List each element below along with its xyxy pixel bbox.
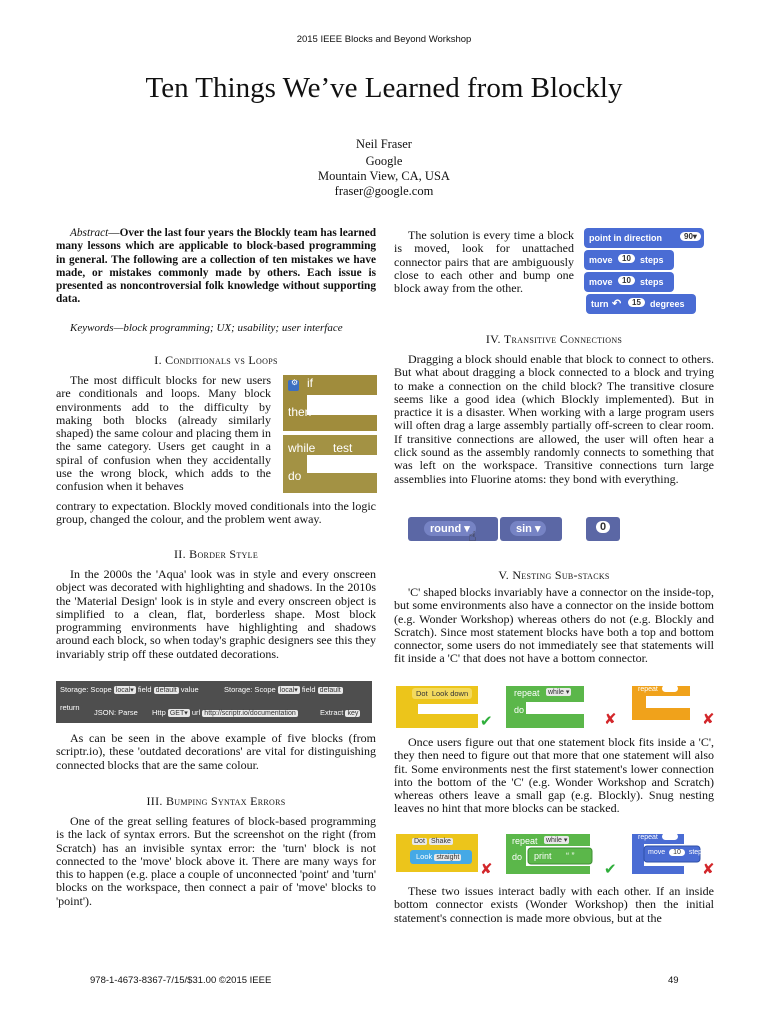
repeat-label-2: repeat <box>638 686 658 693</box>
round-dropdown: round ▾ <box>424 521 476 536</box>
look-down-label: Look down <box>431 689 469 698</box>
value-label: value <box>180 685 199 694</box>
paper-title: Ten Things We’ve Learned from Blockly <box>145 72 623 104</box>
move-label-1: move <box>589 255 613 265</box>
move-value-3: 10 <box>669 849 685 856</box>
check-icon-1: ✔ <box>480 712 493 730</box>
abstract-dash: — <box>108 227 120 239</box>
cross-icon-2: ✘ <box>702 710 715 728</box>
abstract <box>56 227 376 307</box>
repeat-label-3: repeat <box>512 836 538 846</box>
s5-paragraph-2: Once users figure out that one statement block fits inside a 'C', they then need to figure out that more that one statement will also fit. Some environments nest the first statement's lower connection into the bottom of the 'C' (e.g. Wonder Workshop and Scratch) whereas others leave a small gap (e.g. Blockly). Snug nesting leaves no hint that more blocks can be stacked. <box>394 735 714 816</box>
url-value: http://scriptr.io/documentation <box>204 710 296 717</box>
repeat-label-4: repeat <box>638 834 658 841</box>
storage-block-1 <box>60 685 199 694</box>
s5-paragraph-3: These two issues interact badly with each other. If an inside bottom connector exists (Wonder Workshop) then the initial statement's connection is made more obvious, but at the <box>394 884 714 925</box>
storage-scope-label-1: Storage: Scope <box>60 685 112 694</box>
s2-paragraph-1: In the 2000s the 'Aqua' look was in style and every onscreen object was decorated with highlighting and shadows. In the 2010s the 'Material Design' look is in style and every onscreen object is simplified to a clean, flat, borderless shape. Most block programming environments have highlighting and shadows around each block, so when today's graphic designers see this they invariably strip off these outdated decorations. <box>56 567 376 661</box>
move-value-2: 10 <box>618 276 635 285</box>
key-box: key <box>347 710 359 717</box>
dot-look-down-block <box>412 688 472 699</box>
field-label-1: field <box>137 685 152 694</box>
point-direction-block <box>584 228 704 248</box>
while-dropdown-1: while ▾ <box>548 689 570 696</box>
keywords: Keywords—block programming; UX; usability; user interface <box>70 322 343 334</box>
storage-block-2 <box>224 685 343 694</box>
s5-paragraph-1: 'C' shaped blocks invariably have a connector on the inside-top, but some environments also have a connector on the inside bottom (e.g. Wonder Workshop) whereas others do not (e.g. Blockly and Scratch). Since most statement blocks have both a top and bottom connector, some users do not immediately see that statements will fit inside a 'C' that does not have a bottom connector. <box>394 585 714 666</box>
steps-label-2: steps <box>640 277 664 287</box>
running-header: 2015 IEEE Blocks and Beyond Workshop <box>296 34 472 45</box>
point-label: point in direction <box>589 233 662 243</box>
cross-icon-1: ✘ <box>604 710 617 728</box>
look-label-2: Look <box>416 852 433 861</box>
string-quote: “ ” <box>566 851 575 861</box>
cross-icon-3: ✘ <box>480 860 493 878</box>
sin-dropdown: sin ▾ <box>510 521 546 536</box>
author-email: fraser@google.com <box>334 184 434 198</box>
sin-label: sin <box>516 523 532 535</box>
transitive-blocks-figure <box>408 515 628 545</box>
s1-rest-text: contrary to expectation. Blockly moved conditionals into the logic group, changed the colour, and the problem went away. <box>56 499 376 527</box>
nest-figure-2 <box>394 832 719 880</box>
gear-icon: ⚙ <box>291 378 299 387</box>
s2-paragraph-2: As can be seen in the above example of five blocks (from scriptr.io), these 'outdated decorations' are vital for distinguishing connected blocks that are the same colour. <box>56 731 376 772</box>
s1-wrap-text: The most difficult blocks for new users are conditionals and loops. Many block environments add to the difficulty by making both blocks (already similarly shaped) the same colour and placing them in the same category. Users get caught in a spiral of confusion when they accidentally use the wrong block, which adds to the confusion when it behaves <box>56 373 271 494</box>
repeat-count-1: 10 <box>662 685 678 692</box>
move-label-3: move <box>648 849 666 856</box>
default-box-1: default <box>155 687 177 694</box>
number-value: 0 <box>596 521 610 533</box>
s3-paragraph-1: One of the great selling features of block-based programming is the lack of syntax errors. But the screenshot on the right (from Scratch) has an invisible syntax error: the 'turn' block is not connected to the 'move' block above it. There are many ways for this to happen (e.g. place a couple of unconnected 'point' and 'turn' blocks on the workspace, then connect a pair of 'move' blocks to 'point'). <box>56 814 376 908</box>
return-label: return <box>60 703 80 712</box>
dot-label-2: Dot <box>414 838 425 845</box>
do-label: do <box>288 469 302 483</box>
extract-label: Extract <box>320 708 344 717</box>
hand-cursor-icon: ☝ <box>468 529 477 545</box>
default-box-2: default <box>319 687 341 694</box>
then-label: then <box>288 405 312 419</box>
abstract-label: Abstract <box>70 227 109 239</box>
field-label-2: field <box>301 685 316 694</box>
turn-label: turn <box>591 299 609 309</box>
move-block-2 <box>584 272 674 292</box>
dot-label-1: Dot <box>416 689 428 698</box>
if-label: if <box>307 376 313 390</box>
while-label: while <box>288 441 316 455</box>
url-label: url <box>191 708 201 717</box>
s4-paragraph-1: Dragging a block should enable that block to connect to others. But what about dragging a block connected to a block and trying to make a connection on the child block? The transitive closure seems like a good idea (which Blockly implemented). But in practice it is a disaster. When working with a large program users will often drag a large assembly partially off-screen to clear room. If transitive connections are allowed, the user will often hear a click sound as the assembly randomly connects to something that was left on the workspace. Transitive connections turn large assemblies into Fluorine atoms: they bond with everything. <box>394 352 714 486</box>
check-icon-2: ✔ <box>604 860 617 878</box>
move-steps-block <box>648 849 706 856</box>
http-label: Http <box>152 708 166 717</box>
steps-label-1: steps <box>640 255 664 265</box>
section-heading-2: II. Border Style <box>173 547 259 561</box>
sin-block <box>500 517 562 541</box>
abstract-text: Over the last four years the Blockly team has learned many lessons which are applicable to block-based programming in general. The following are a collection of ten mistakes we have made, or mistakes commonly made by others. Each issue is presented as noncontroversial folk knowledge without supporting data. <box>56 227 376 306</box>
page-number: 49 <box>668 975 679 986</box>
if-while-blocks-figure <box>281 373 381 497</box>
json-parse-label: JSON: Parse <box>94 708 138 717</box>
shake-label: Shake <box>431 838 451 845</box>
degrees-label: degrees <box>650 299 685 309</box>
print-label: print <box>534 851 552 861</box>
local-dropdown-2: local▾ <box>279 687 298 694</box>
footer-copyright: 978-1-4673-8367-7/15/$31.00 ©2015 IEEE <box>90 975 272 986</box>
get-dropdown: GET▾ <box>169 710 188 717</box>
http-block <box>152 708 298 717</box>
author-location: Mountain View, CA, USA <box>318 169 450 183</box>
repeat-label-1: repeat <box>514 688 540 698</box>
repeat-count-2: 10 <box>662 833 678 840</box>
direction-value: 90▾ <box>680 232 701 241</box>
do-label-1: do <box>514 705 525 715</box>
steps-label-3: steps <box>688 849 706 856</box>
move-block-1 <box>584 250 674 270</box>
while-dropdown-2: while ▾ <box>546 837 568 844</box>
round-label: round <box>430 523 462 535</box>
number-block <box>586 517 620 541</box>
s3-solution-text: The solution is every time a block is moved, look for unattached connector pairs that are ambiguously close to each other and bump one block away from the other. <box>394 228 574 296</box>
do-label-2: do <box>512 852 523 862</box>
section-heading-1: I. Conditionals vs Loops <box>154 353 278 367</box>
turn-block <box>586 294 696 314</box>
turn-value: 15 <box>628 298 645 307</box>
author-name: Neil Fraser <box>356 137 412 151</box>
local-dropdown-1: local▾ <box>115 687 134 694</box>
test-label: test <box>333 441 353 455</box>
storage-scope-label-2: Storage: Scope <box>224 685 276 694</box>
extract-block <box>320 708 360 717</box>
turn-left-icon: ↶ <box>612 298 622 310</box>
section-heading-4: IV. Transitive Connections <box>485 332 623 346</box>
dot-shake-block <box>412 836 453 845</box>
scratch-blocks-figure <box>584 228 704 314</box>
move-label-2: move <box>589 277 613 287</box>
cross-icon-4: ✘ <box>702 860 715 878</box>
author-org: Google <box>365 154 403 168</box>
section-heading-5: V. Nesting Sub-stacks <box>498 568 610 582</box>
section-heading-3: III. Bumping Syntax Errors <box>146 794 286 808</box>
scriptr-blocks-figure <box>56 681 372 723</box>
look-straight-block <box>416 852 461 861</box>
nest-figure-1 <box>394 684 719 732</box>
round-block <box>408 517 498 541</box>
straight-label: straight <box>436 854 460 861</box>
move-value-1: 10 <box>618 254 635 263</box>
